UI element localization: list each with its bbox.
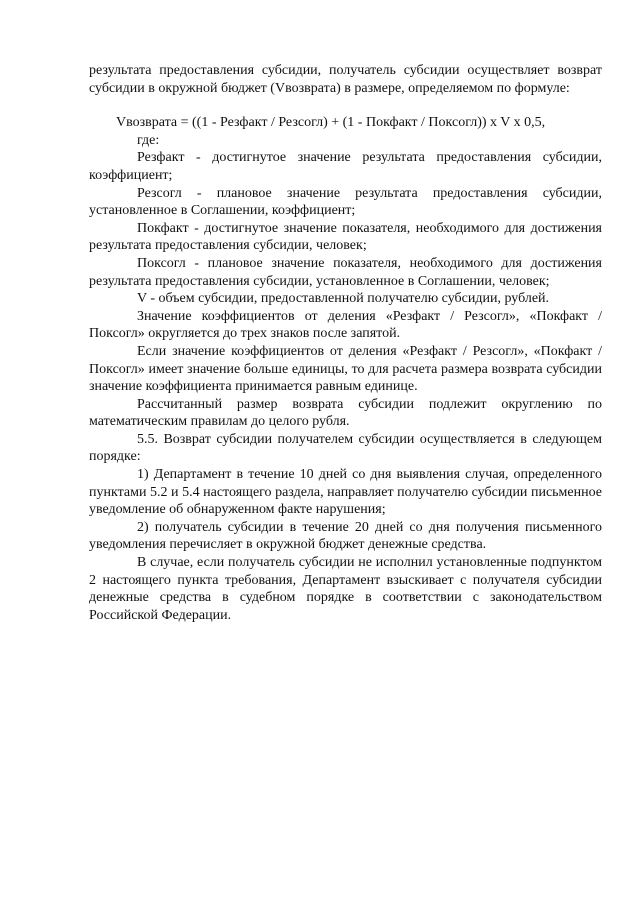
list-item-1: 1) Департамент в течение 10 дней со дня выявления случая, определенного пунктами 5.2 и 5.4 настоящего раздела, направляет получателю субсидии письменное уведомление об обнаруженном факте нарушения; [89, 467, 602, 518]
paragraph-coefficient-cap: Если значение коэффициентов от деления «Резфакт / Резсогл», «Покфакт / Поксогл» имеет значение больше единицы, то для расчета размера возврата субсидии значение коэффициента принимается равным единице. [89, 343, 602, 395]
paragraph-enforcement: В случае, если получатель субсидии не исполнил установленные подпунктом 2 настоящего пункта требования, Департамент взыскивает с получателя субсидии денежные средства в судебном порядке в соответствии с законодательством Российской Федерации. [89, 555, 602, 623]
paragraph-rounding-coefficients: Значение коэффициентов от деления «Резфакт / Резсогл», «Покфакт / Поксогл» округляется до трех знаков после запятой. [89, 308, 602, 342]
definition-pok-sogl: Поксогл - плановое значение показателя, необходимого для достижения результата предоставления субсидии, установленное в Соглашении, человек; [89, 255, 602, 289]
definition-rez-fakt: Резфакт - достигнутое значение результата предоставления субсидии, коэффициент; [89, 150, 602, 183]
section-5-5: 5.5. Возврат субсидии получателем субсидии осуществляется в следующем порядке: [89, 431, 602, 465]
document-page [89, 62, 602, 624]
refund-formula: Vвозврата = ((1 - Резфакт / Резсогл) + (1 - Покфакт / Поксогл)) x V x 0,5, [116, 115, 546, 131]
paragraph-continuation: результата предоставления субсидии, получатель субсидии осуществляет возврат субсидии в окружной бюджет (Vвозврата) в размере, определяемом по формуле: [89, 63, 602, 96]
list-item-2: 2) получатель субсидии в течение 20 дней со дня получения письменного уведомления перечисляет в окружной бюджет денежные средства. [89, 519, 602, 553]
definition-rez-sogl: Резсогл - плановое значение результата предоставления субсидии, установленное в Соглашении, коэффициент; [89, 185, 602, 219]
definition-pok-fakt: Покфакт - достигнутое значение показателя, необходимого для достижения результата предоставления субсидии, человек; [89, 220, 602, 254]
paragraph-rounding-rubles: Рассчитанный размер возврата субсидии подлежит округлению по математическим правилам до целого рубля. [89, 396, 602, 430]
definition-v: V - объем субсидии, предоставленной получателю субсидии, рублей. [137, 291, 550, 307]
paragraph-where: где: [137, 132, 160, 148]
